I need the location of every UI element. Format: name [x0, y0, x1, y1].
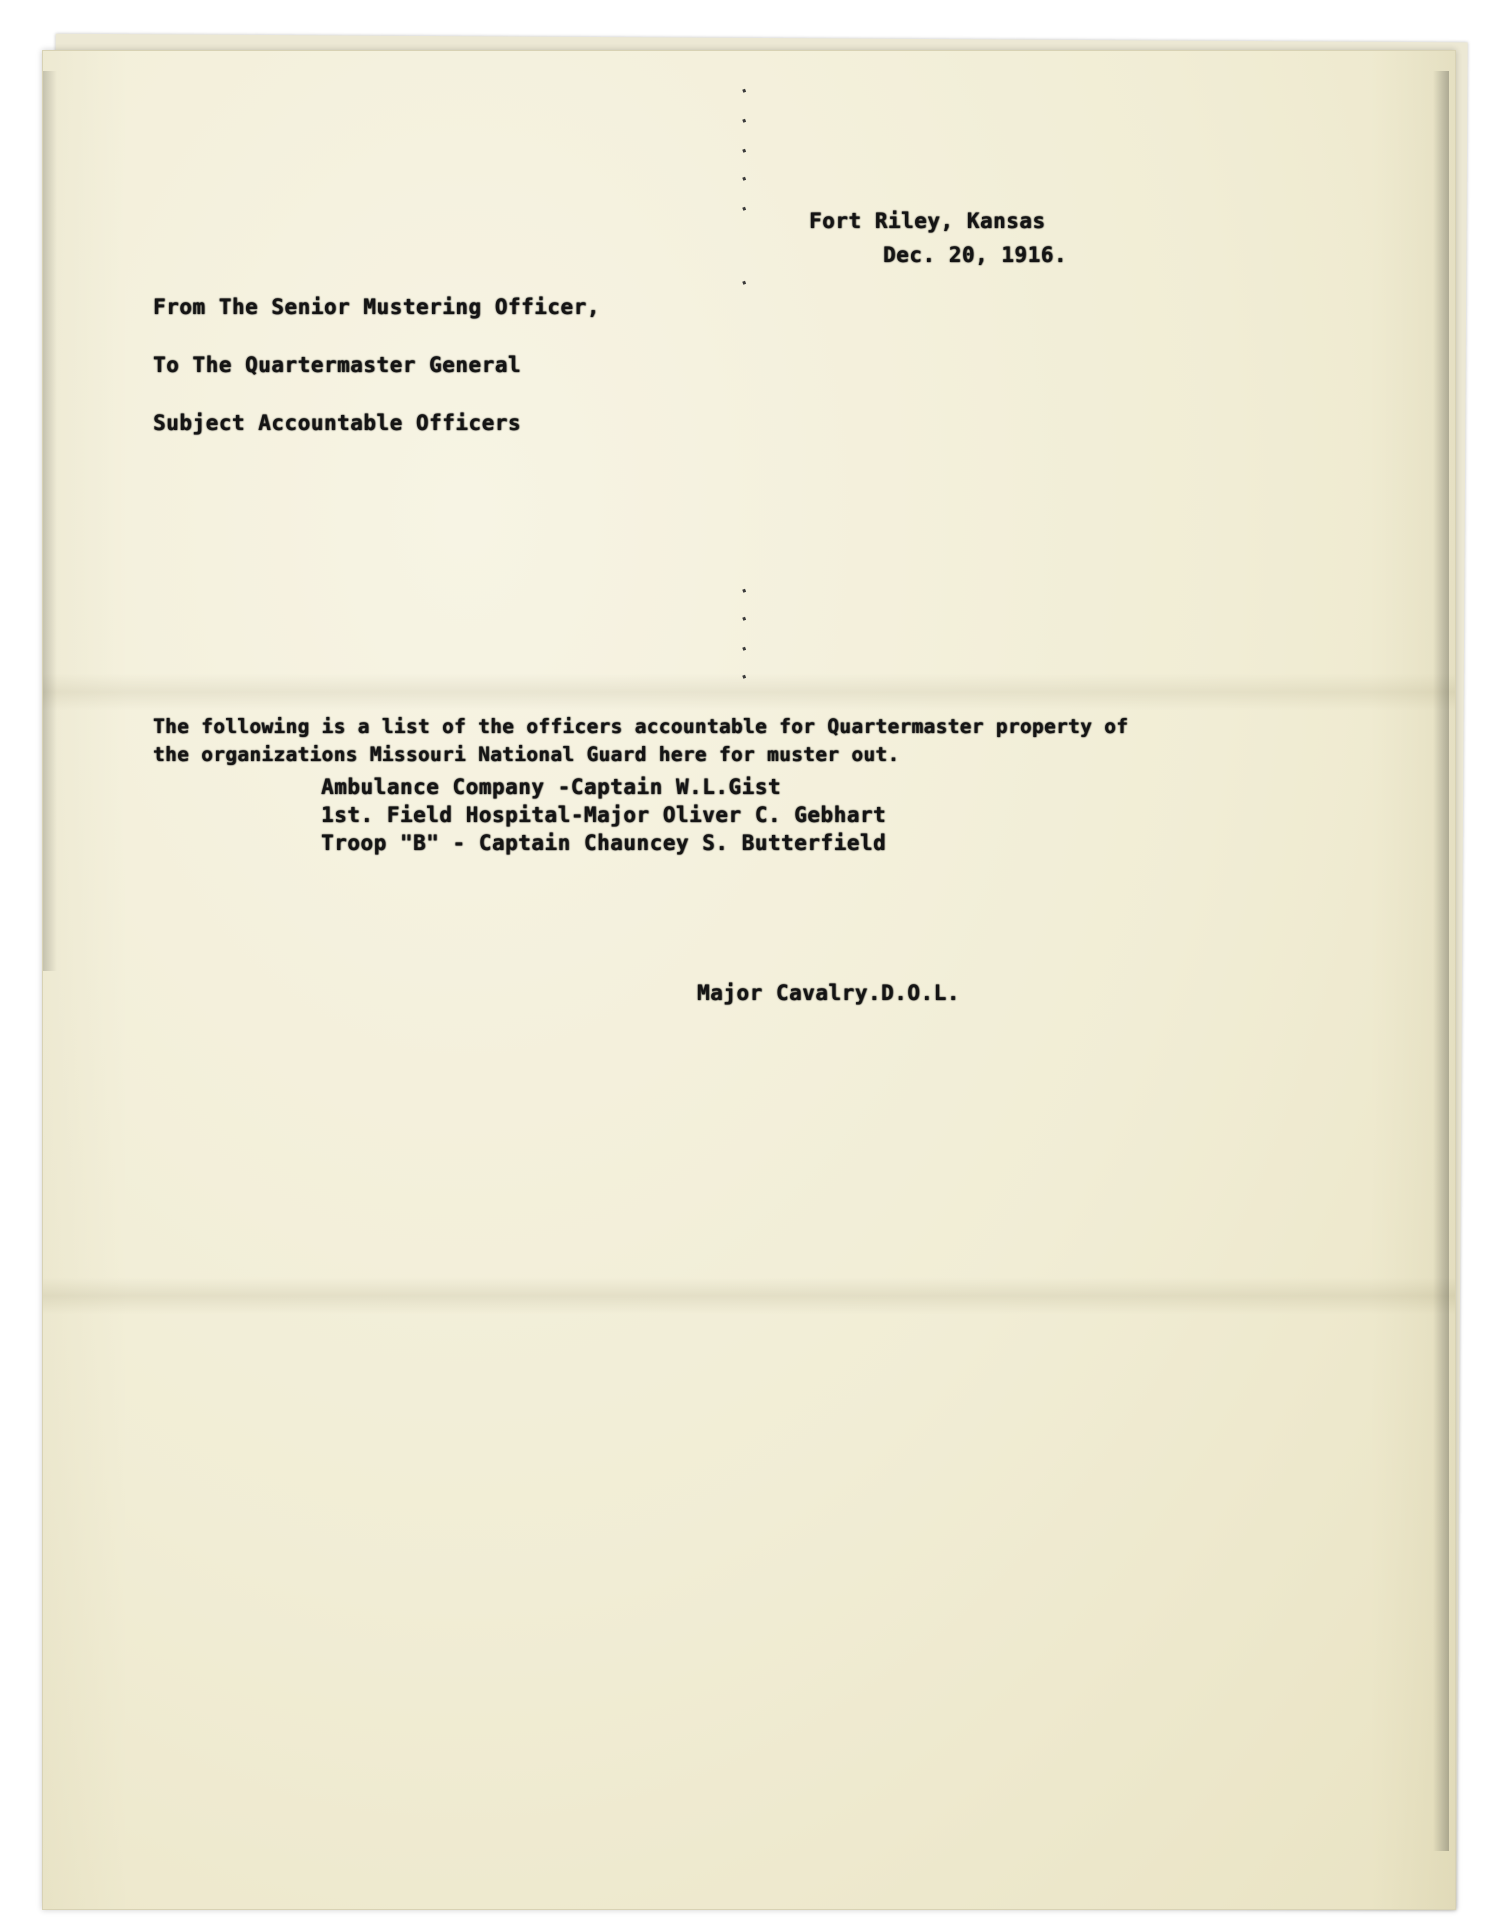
officer-list-item: Ambulance Company -Captain W.L.Gist [321, 775, 782, 799]
perforation-mark: · [735, 109, 754, 134]
place-line: Fort Riley, Kansas [809, 209, 1046, 233]
perforation-mark: · [735, 579, 754, 604]
date-line: Dec. 20, 1916. [883, 243, 1068, 267]
officer-list-item: Troop "B" - Captain Chauncey S. Butterfield [321, 831, 887, 855]
perforation-mark: · [735, 607, 754, 632]
perforation-mark: · [735, 665, 754, 690]
officer-list-item: 1st. Field Hospital-Major Oliver C. Gebhart [321, 803, 887, 827]
perforation-mark: · [735, 271, 754, 296]
from-line: From The Senior Mustering Officer, [153, 295, 600, 319]
page-edge-shadow-left [43, 71, 57, 971]
body-line-1: The following is a list of the officers accountable for Quartermaster property of [153, 715, 1129, 738]
perforation-mark: · [735, 79, 754, 104]
page-edge-shadow [1433, 71, 1449, 1851]
letter-page [42, 50, 1456, 1910]
perforation-mark: · [735, 197, 754, 222]
signature-title: Major Cavalry.D.O.L. [697, 981, 960, 1005]
perforation-mark: · [735, 139, 754, 164]
perforation-mark: · [735, 167, 754, 192]
perforation-mark: · [735, 637, 754, 662]
to-line: To The Quartermaster General [153, 353, 522, 377]
body-line-2: the organizations Missouri National Guard here for muster out. [153, 743, 900, 766]
subject-line: Subject Accountable Officers [153, 411, 522, 435]
